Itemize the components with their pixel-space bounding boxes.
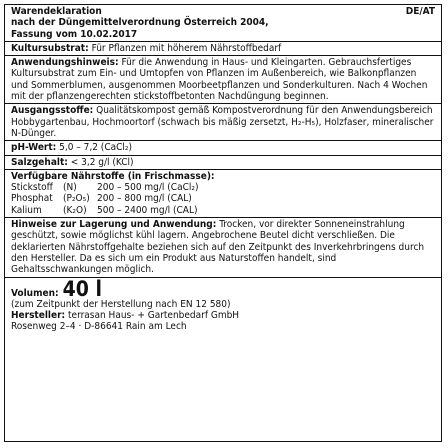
salt-section: [5, 155, 441, 169]
usage-label: Anwendungshinweis:: [11, 57, 119, 69]
nutrient-row: [11, 205, 435, 216]
ingredients-label: Ausgangsstoffe:: [11, 105, 94, 117]
region-code: DE/AT: [405, 6, 435, 17]
ph-value: 5,0 – 7,2 (CaCl₂): [59, 142, 133, 154]
ingredients-text: Qualitätskompost gemäß Kompostverordnung für den Anwendungsbereich Hobbygartenbau, Hochmoortorf (schwach bis mäßig zersetzt, H₂-H₅), Holzfaser, mineralischer N-Dünger.: [11, 105, 434, 139]
nutrient-name: Stickstoff: [11, 182, 53, 194]
nutrients-section: [5, 169, 441, 217]
nutrient-range: 500 – 2400 mg/l (CAL): [97, 204, 198, 216]
usage-text: Für die Anwendung in Haus- und Kleingarten. Gebrauchsfertiges Kultursubstrat zum Ein- und Umtopfen von Pflanzen im Außenbereich, wie Balkonpflanzen und Sommerblumen, ausgenommen Moorbeetpflanzen und Sonderkulturen. Nach 4 Wochen mit der pflanzengerechten stickstoffbetonten Nachdüngung beginnen.: [11, 57, 428, 103]
ingredients-section: [5, 103, 441, 140]
substrate-text: Für Pflanzen mit höherem Nährstoffbedarf: [91, 42, 282, 54]
declaration-title: Warendeklaration: [11, 6, 102, 17]
nutrient-row: [11, 193, 435, 204]
storage-text: Trocken, vor direkter Sonneneinstrahlung geschützt, sowie möglichst kühl lagern. Angebrochene Beutel dicht verschließen. Die deklarierten Nährstoffgehalte beziehen sich auf den Zeitpunkt des Inverkehrbringens durch den Hersteller. Da es sich um ein Produkt aus Naturstoffen handelt, sind Gehaltsschwankungen möglich.: [11, 219, 425, 276]
volume-value: 40 l: [62, 276, 102, 301]
manufacturer-address: Rosenweg 2–4 · D-86641 Rain am Lech: [11, 321, 187, 333]
substrate-label: Kultursubstrat:: [11, 42, 89, 54]
nutrient-symbol: (P₂O₅): [63, 193, 90, 205]
nutrient-row: [11, 182, 435, 193]
product-declaration-label: [4, 4, 442, 442]
manufacturer-name: terrasan Haus- + Gartenbedarf GmbH: [68, 310, 240, 322]
version-line: Fassung vom 10.02.2017: [11, 28, 138, 40]
nutrient-range: 200 – 800 mg/l (CAL): [97, 193, 192, 205]
salt-value: < 3,2 g/l (KCl): [70, 156, 134, 168]
usage-section: [5, 55, 441, 103]
nutrient-symbol: (N): [63, 182, 77, 194]
substrate-section: [5, 41, 441, 55]
volume-label: Volumen:: [11, 287, 59, 299]
salt-label: Salzgehalt:: [11, 156, 68, 168]
storage-label: Hinweise zur Lagerung und Anwendung:: [11, 219, 217, 231]
storage-section: [5, 217, 441, 276]
ph-section: [5, 140, 441, 154]
nutrient-range: 200 – 500 mg/l (CaCl₂): [97, 182, 199, 194]
nutrient-name: Kalium: [11, 204, 42, 216]
manufacturer-label: Hersteller:: [11, 310, 66, 322]
volume-section: [5, 277, 441, 334]
regulation-line: nach der Düngemittelverordnung Österreich 2004,: [11, 17, 269, 29]
ph-label: pH-Wert:: [11, 142, 57, 154]
nutrients-title: Verfügbare Nährstoffe (in Frischmasse):: [11, 170, 215, 182]
nutrient-name: Phosphat: [11, 193, 53, 205]
volume-note: (zum Zeitpunkt der Herstellung nach EN 12 580): [11, 298, 231, 310]
header-section: [5, 5, 441, 41]
nutrient-symbol: (K₂O): [63, 204, 87, 216]
